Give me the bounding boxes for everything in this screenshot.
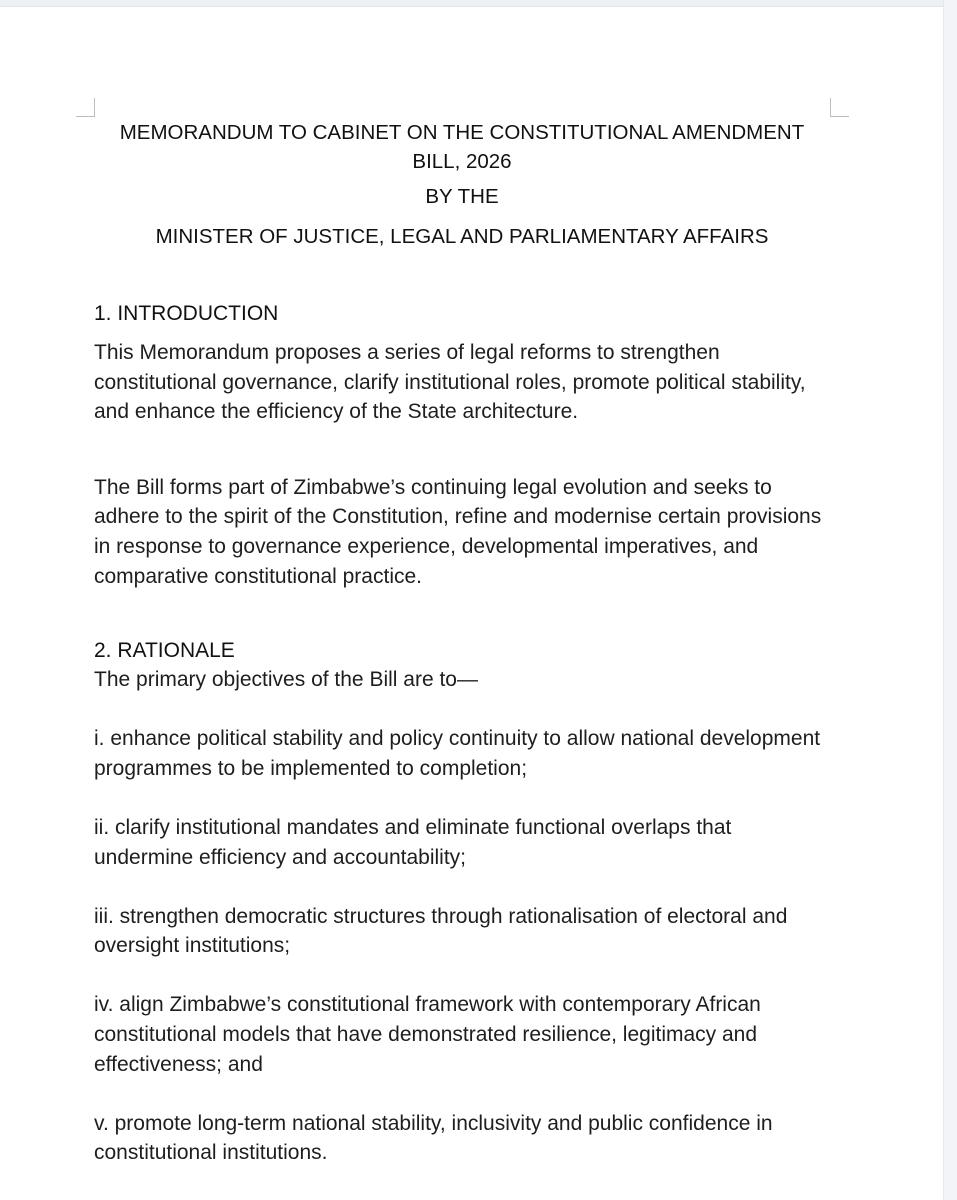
title-line-2: BILL, 2026 xyxy=(412,150,512,173)
document-header xyxy=(94,118,830,251)
list-item: i. enhance political stability and policy continuity to allow national development programmes to be implemented to completion; xyxy=(94,727,821,780)
list-item: ii. clarify institutional mandates and eliminate functional overlaps that undermine efficiency and accountability; xyxy=(94,815,732,869)
top-toolbar-edge xyxy=(0,0,957,7)
page-margin-corner-left xyxy=(76,98,95,117)
vertical-scrollbar[interactable] xyxy=(943,0,957,1200)
title-line-1: MEMORANDUM TO CABINET ON THE CONSTITUTIONAL AMENDMENT xyxy=(119,121,805,144)
by-line: BY THE xyxy=(425,185,499,208)
introduction-paragraph-1: This Memorandum proposes a series of legal reforms to strengthen constitutional governance, clarify institutional roles, promote political stability, and enhance the efficiency of the State architecture. xyxy=(94,341,806,424)
objectives-list xyxy=(94,724,830,1168)
list-item: iv. align Zimbabwe’s constitutional framework with contemporary African constitutional models that have demonstrated resilience, legitimacy and effectiveness; and xyxy=(94,993,761,1076)
section-heading-rationale: 2. RATIONALE xyxy=(94,639,235,663)
list-item: v. promote long-term national stability, inclusivity and public confidence in constitutional institutions. xyxy=(94,1111,773,1165)
rationale-intro: The primary objectives of the Bill are to— xyxy=(94,668,478,692)
document-title xyxy=(94,118,830,176)
minister-line: MINISTER OF JUSTICE, LEGAL AND PARLIAMENTARY AFFAIRS xyxy=(155,225,769,248)
document-page xyxy=(94,118,830,1168)
section-heading-introduction: 1. INTRODUCTION xyxy=(94,302,279,325)
page-margin-corner-right xyxy=(830,98,849,117)
list-item: iii. strengthen democratic structures through rationalisation of electoral and oversight institutions; xyxy=(94,904,788,958)
introduction-paragraph-2: The Bill forms part of Zimbabwe’s continuing legal evolution and seeks to adhere to the spirit of the Constitution, refine and modernise certain provisions in response to governance experience, developmental imperatives, and comparative constitutional practice. xyxy=(94,475,822,588)
